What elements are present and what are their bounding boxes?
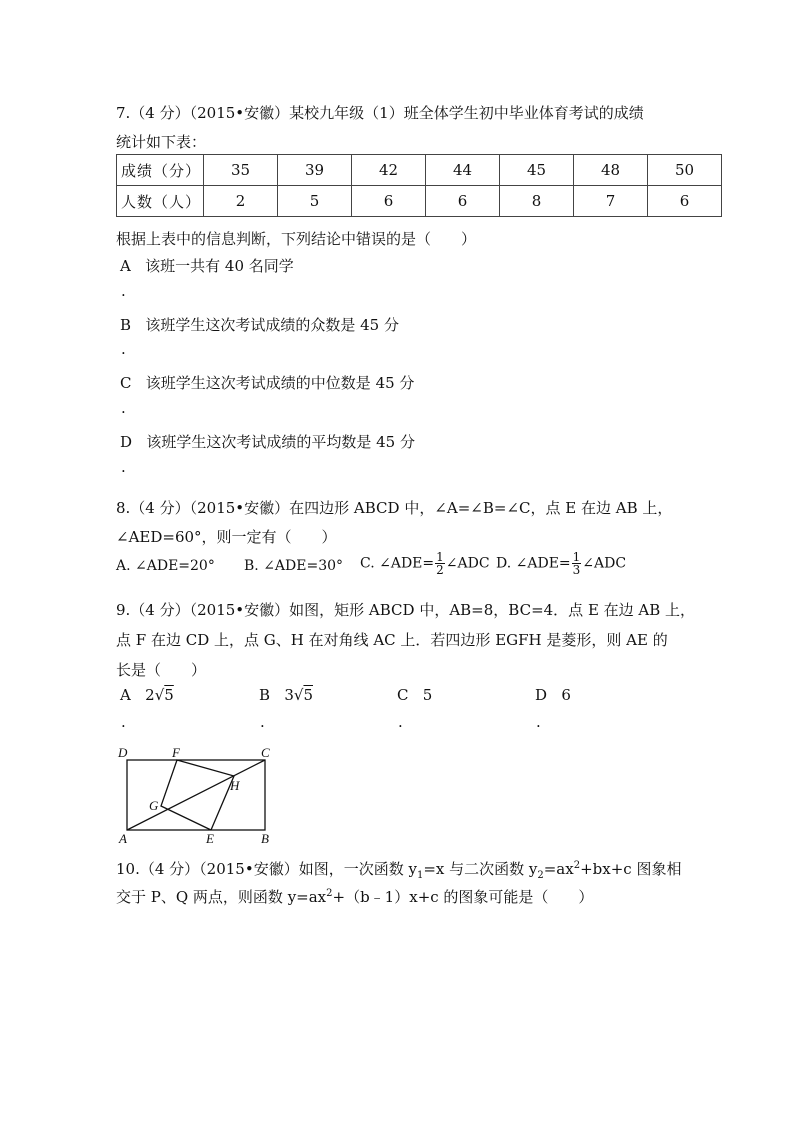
fraction: $\frac{1}{3}$ xyxy=(572,550,581,577)
q9-option-c: C 5 xyxy=(397,686,433,704)
q7-question: 根据上表中的信息判断，下列结论中错误的是（ ） xyxy=(116,230,477,248)
option-dot: . xyxy=(536,713,541,731)
q8-option-a: A. ∠ADE=20° xyxy=(116,558,215,574)
q8-stem-line2: ∠AED=60°，则一定有（ ） xyxy=(116,528,337,546)
option-text: 该班学生这次考试成绩的众数是 45 分 xyxy=(145,316,399,334)
q7-option-d xyxy=(120,431,415,452)
label-h: H xyxy=(230,778,240,793)
option-dot: . xyxy=(260,713,265,731)
table-cell: 45 xyxy=(500,155,574,186)
diagonal-ac xyxy=(127,760,265,830)
label-c: C xyxy=(261,745,270,760)
q9-option-a: A 2√5 xyxy=(120,686,174,704)
table-cell: 6 xyxy=(352,186,426,217)
q7-option-a xyxy=(120,255,294,276)
option-letter: A xyxy=(120,257,131,275)
table-cell: 8 xyxy=(500,186,574,217)
q8-option-c: C. ∠ADE= $\frac{1}{2}$ ∠ADC xyxy=(360,550,490,577)
option-dot: . xyxy=(121,458,126,476)
fraction: $\frac{1}{2}$ xyxy=(436,550,444,577)
q7-stem-line1: 7.（4 分）（2015•安徽）某校九年级（1）班全体学生初中毕业体育考试的成绩 xyxy=(116,104,644,122)
table-cell: 48 xyxy=(574,155,648,186)
option-letter: D xyxy=(120,433,133,451)
q10-stem-line2: 交于 P、Q 两点，则函数 $y=ax^2+(b﹣1)x+c$ 的图象可能是（ ） xyxy=(116,888,594,906)
q7-stem-line2: 统计如下表： xyxy=(116,133,207,151)
label-b: B xyxy=(261,831,269,846)
q9-stem-line2: 点 F 在边 CD 上，点 G、H 在对角线 AC 上．若四边形 EGFH 是菱形，则 AE 的 xyxy=(116,631,668,649)
table-cell: 7 xyxy=(574,186,648,217)
table-cell: 6 xyxy=(426,186,500,217)
table-cell: 39 xyxy=(278,155,352,186)
label-e: E xyxy=(206,831,214,846)
label-d: D xyxy=(118,745,128,760)
table-header-score: 成绩（分） xyxy=(117,155,204,186)
label-a: A xyxy=(119,831,127,846)
option-dot: . xyxy=(121,340,126,358)
table-cell: 6 xyxy=(648,186,722,217)
q8-option-b: B. ∠ADE=30° xyxy=(244,558,344,574)
table-header-count: 人数（人） xyxy=(117,186,204,217)
option-letter: B xyxy=(120,316,132,334)
option-text: 该班学生这次考试成绩的平均数是 45 分 xyxy=(146,433,415,451)
q9-option-b: B 3√5 xyxy=(259,686,313,704)
q7-option-b xyxy=(120,314,399,335)
q9-stem-line3: 长是（ ） xyxy=(116,661,207,679)
q7-option-c xyxy=(120,372,414,393)
option-text: 该班一共有 40 名同学 xyxy=(145,257,294,275)
q8-stem-line1: 8.（4 分）（2015•安徽）在四边形 ABCD 中，∠A=∠B=∠C，点 E 在边 AB 上， xyxy=(116,499,673,517)
table-cell: 50 xyxy=(648,155,722,186)
table-row xyxy=(117,155,722,186)
rectangle-rhombus-figure xyxy=(116,744,286,846)
option-dot: . xyxy=(121,399,126,417)
label-f: F xyxy=(172,745,180,760)
q10-stem-line1: 10.（4 分）（2015•安徽）如图，一次函数 $y_1=x$ 与二次函数 $y_2=ax^2+bx+c$ 图象相 xyxy=(116,860,682,881)
rhombus-egfh xyxy=(161,760,234,830)
table-cell: 5 xyxy=(278,186,352,217)
table-cell: 2 xyxy=(204,186,278,217)
label-g: G xyxy=(149,798,159,813)
option-dot: . xyxy=(121,713,126,731)
table-cell: 42 xyxy=(352,155,426,186)
q8-option-d: D. ∠ADE= $\frac{1}{3}$ ∠ADC xyxy=(496,550,627,577)
option-dot: . xyxy=(121,282,126,300)
score-table xyxy=(116,154,722,217)
table-cell: 44 xyxy=(426,155,500,186)
q9-stem-line1: 9.（4 分）（2015•安徽）如图，矩形 ABCD 中，AB=8，BC=4．点 E 在边 AB 上， xyxy=(116,601,696,619)
option-letter: C xyxy=(120,374,132,392)
table-cell: 35 xyxy=(204,155,278,186)
option-dot: . xyxy=(398,713,403,731)
q9-option-d: D 6 xyxy=(535,686,571,704)
table-row xyxy=(117,186,722,217)
option-text: 该班学生这次考试成绩的中位数是 45 分 xyxy=(145,374,415,392)
